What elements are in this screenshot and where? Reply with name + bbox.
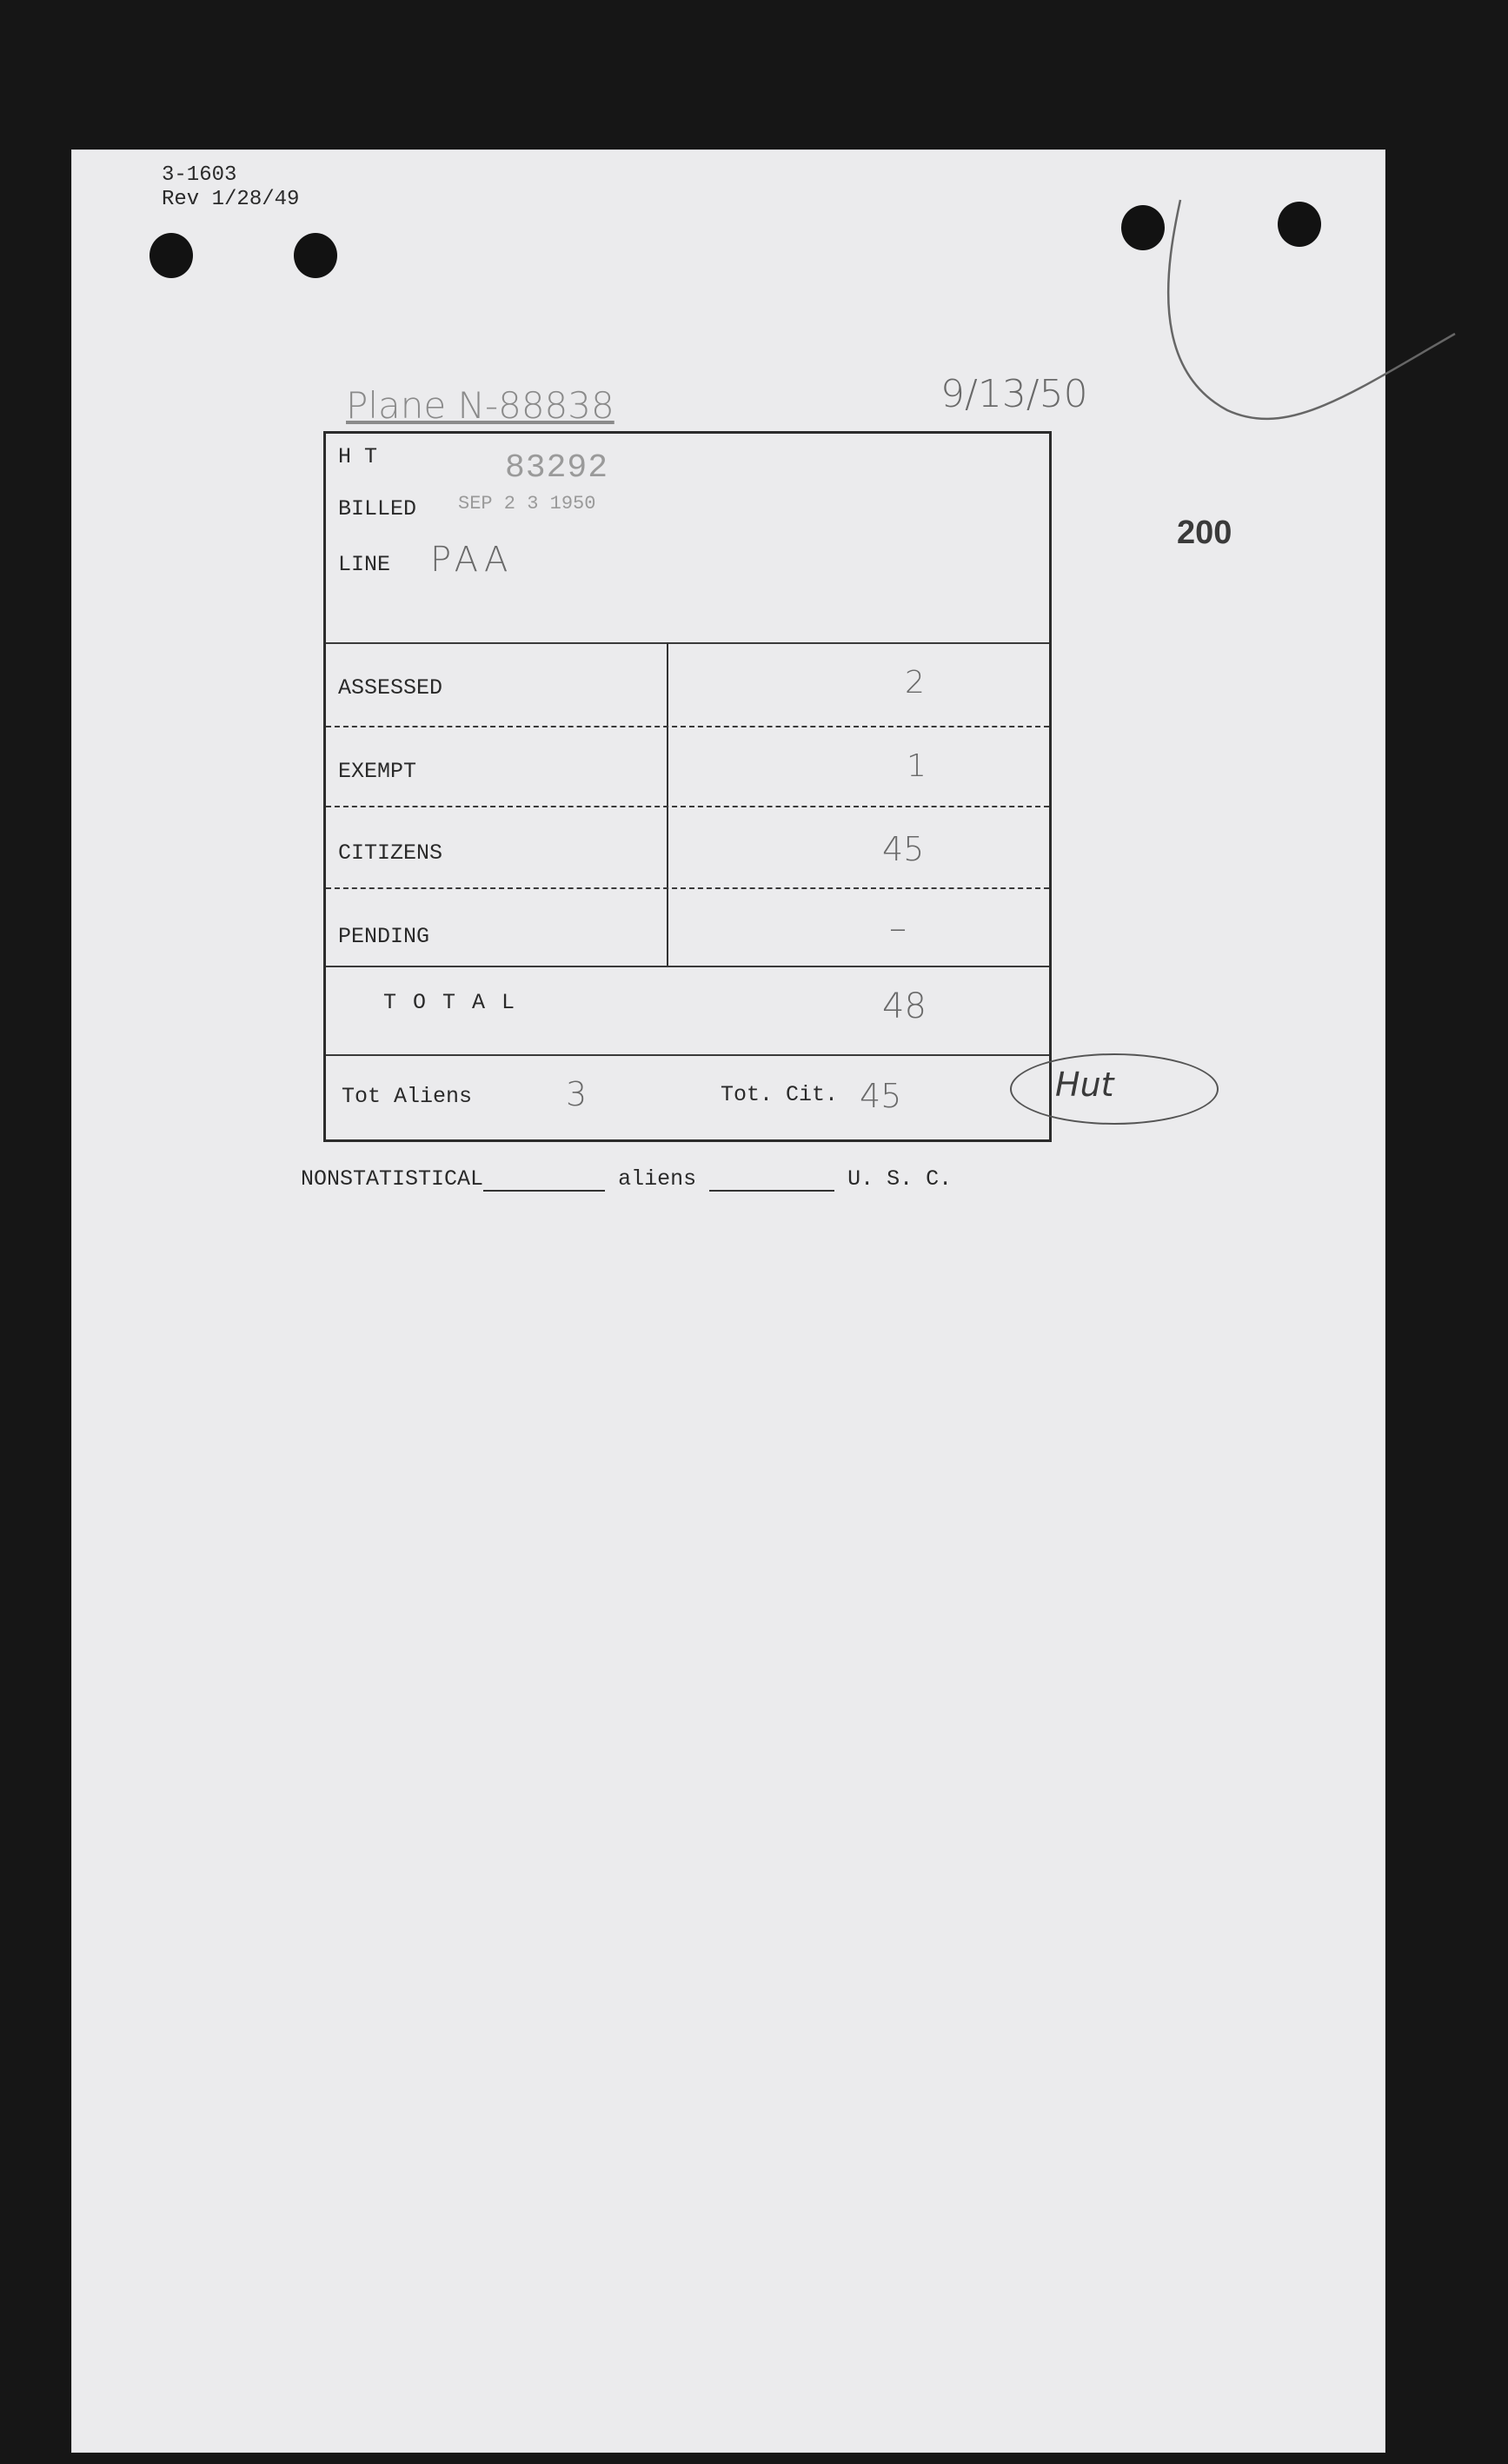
header-divider [326, 642, 1049, 644]
row-divider-4 [326, 966, 1049, 967]
tot-cit-value: 45 [860, 1077, 902, 1115]
line-value: PAA [430, 540, 514, 580]
ht-stamp-number: 83292 [505, 449, 609, 487]
nonstatistical-aliens-blank [483, 1165, 605, 1192]
nonstatistical-usc-blank [709, 1165, 834, 1192]
pending-label: PENDING [338, 924, 430, 949]
plane-number: Plane N-88838 [346, 384, 614, 427]
column-divider [667, 642, 668, 966]
row-divider-3 [326, 887, 1049, 889]
handwritten-date: 9/13/50 [940, 372, 1088, 416]
tot-aliens-value: 3 [566, 1075, 588, 1113]
citizens-label: CITIZENS [338, 840, 443, 866]
citizens-value: 45 [882, 830, 925, 868]
nonstatistical-line [301, 1165, 952, 1192]
assessed-value: 2 [905, 665, 925, 701]
billed-label: BILLED [338, 496, 417, 521]
line-label: LINE [338, 552, 391, 577]
usc-label: U. S. C. [847, 1166, 953, 1192]
inspector-initials-mark [1010, 1053, 1219, 1125]
document-page [71, 149, 1385, 2453]
exempt-value: 1 [907, 748, 927, 784]
form-number: 3-1603 [162, 163, 237, 187]
pending-value: – [889, 908, 907, 948]
tot-cit-label: Tot. Cit. [721, 1082, 839, 1107]
exempt-label: EXEMPT [338, 759, 417, 784]
aliens-label: aliens [618, 1166, 697, 1192]
row-divider-2 [326, 806, 1049, 807]
billed-date-stamp: SEP 2 3 1950 [458, 493, 596, 515]
form-revision: Rev 1/28/49 [162, 188, 300, 211]
row-divider-1 [326, 726, 1049, 727]
ht-label: H T [338, 444, 378, 469]
tot-aliens-label: Tot Aliens [342, 1084, 473, 1109]
pencil-curve-mark [1097, 195, 1462, 455]
total-value: 48 [882, 986, 927, 1026]
page-count: 200 [1177, 515, 1232, 551]
nonstatistical-label: NONSTATISTICAL [301, 1166, 484, 1192]
punch-hole-1 [149, 233, 193, 278]
punch-hole-2 [294, 233, 337, 278]
manifest-summary-table [323, 431, 1052, 1142]
row-divider-5 [326, 1054, 1049, 1056]
assessed-label: ASSESSED [338, 675, 443, 701]
total-label: T O T A L [383, 990, 517, 1015]
inspector-initials: Hut [1055, 1066, 1114, 1104]
